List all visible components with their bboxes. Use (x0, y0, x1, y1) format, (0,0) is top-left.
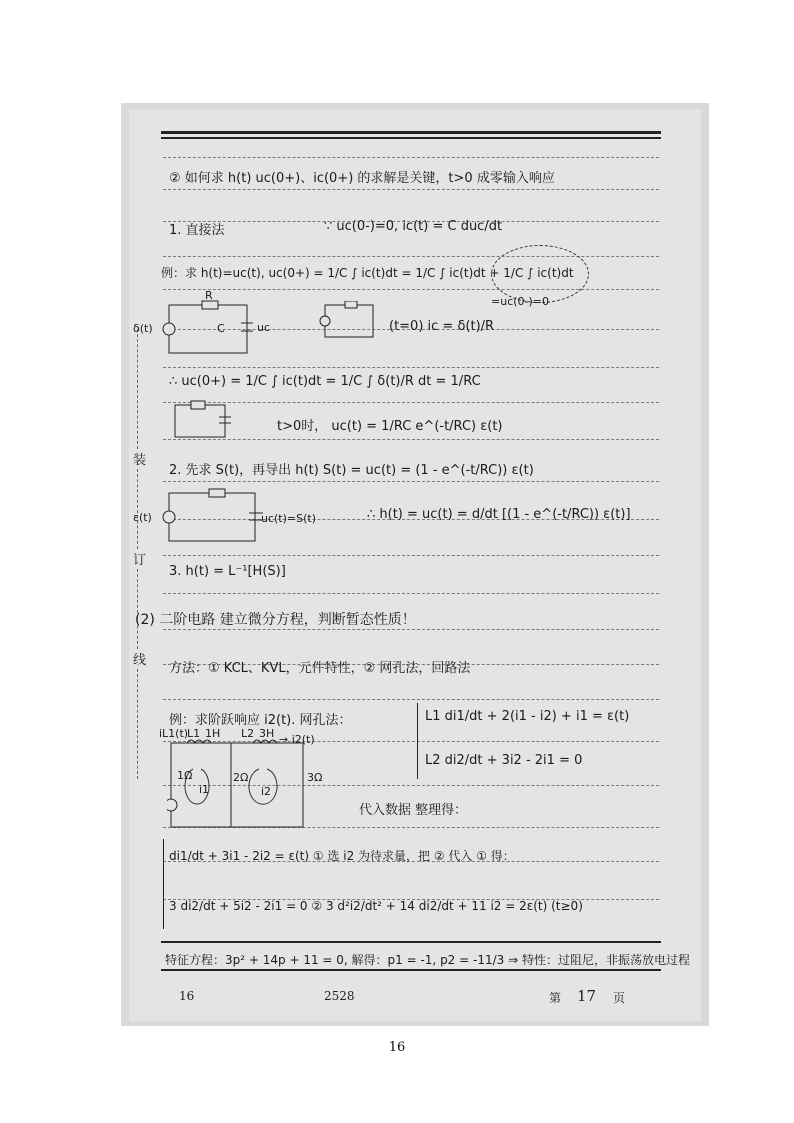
note-line-3: ∵ uc(0-)=0, ic(t) = C duc/dt (324, 219, 503, 234)
rule-line (163, 157, 659, 158)
label-r3: 3Ω (307, 771, 323, 784)
rule-line (163, 189, 659, 190)
bottom-rule-2 (161, 969, 661, 971)
rule-line (163, 289, 659, 290)
brace (417, 703, 418, 779)
note-line-9: ∴ h(t) = uc(t) = d/dt [(1 - e^(-t/RC)) ε(t)] (367, 507, 631, 522)
notebook-paper (129, 109, 701, 1021)
brace (163, 839, 164, 929)
rule-line (163, 629, 659, 630)
footer-page-num: 17 (577, 987, 597, 1005)
label-r: R (205, 289, 213, 302)
rlc-circuit (167, 739, 307, 831)
note-line-16: 3 di2/dt + 5i2 - 2i1 = 0 ② 3 d²i2/dt² + 14 di2/dt + 11 i2 = 2ε(t) (t≥0) (169, 899, 583, 913)
header-rule-2 (161, 137, 661, 139)
rc-circuit-3 (169, 399, 249, 441)
label-is: iL1(t) (159, 727, 189, 740)
label-src2: ε(t) (133, 511, 152, 524)
note-line-7: t>0时， uc(t) = 1/RC e^(-t/RC) ε(t) (277, 419, 503, 434)
note-line-11: (2) 二阶电路 建立微分方程，判断暂态性质！ (135, 612, 416, 628)
note-line-14: 代入数据 整理得： (359, 803, 468, 818)
note-line-5: (t=0) ic = δ(t)/R (389, 319, 495, 334)
label-su: uc(t)=S(t) (261, 512, 317, 525)
note-line-13: 例：求阶跃响应 i2(t). 网孔法： (169, 713, 352, 728)
footer-code: 2528 (324, 989, 355, 1003)
label-c: C (217, 322, 225, 335)
label-r2: 2Ω (233, 771, 249, 784)
binding-char-ding: 订 (133, 553, 147, 568)
label-src: δ(t) (133, 322, 153, 335)
rc-circuit-2 (319, 301, 379, 343)
note-line-15: di1/dt + 3i1 - 2i2 = ε(t) ① 选 i2 为待求量，把 ② 代入 ① 得： (169, 849, 515, 863)
label-i2: i2 (261, 785, 272, 798)
label-l1: L1 (187, 727, 201, 740)
rule-line (163, 481, 659, 482)
binding-char-xian: 线 (133, 653, 147, 668)
rule-line (163, 555, 659, 556)
rc-circuit-1 (147, 299, 257, 361)
rc-circuit-4 (153, 487, 273, 549)
footer-left: 16 (179, 989, 195, 1003)
label-i1: i1 (199, 783, 210, 796)
note-line-12: 方法：① KCL、KVL，元件特性，② 网孔法，回路法 (169, 661, 471, 676)
note-line-6: ∴ uc(0+) = 1/C ∫ ic(t)dt = 1/C ∫ δ(t)/R dt = 1/RC (169, 374, 481, 389)
page-number: 16 (388, 1040, 406, 1055)
label-l2: L2 (241, 727, 255, 740)
scanned-page (121, 103, 709, 1026)
note-line-1: ② 如何求 h(t) uc(0+)、ic(0+) 的求解是关键，t>0 成零输入响应 (169, 171, 555, 186)
label-r1: 1Ω (177, 769, 193, 782)
footer-di: 第 (549, 991, 562, 1005)
note-line-2: 1. 直接法 (169, 223, 225, 238)
note-line-4b: =uc(0-)=0 (491, 295, 550, 308)
note-line-13b: L2 di2/dt + 3i2 - 2i1 = 0 (425, 753, 583, 768)
label-h3: 3H (259, 727, 275, 740)
label-uc: uc (257, 321, 271, 334)
binding-line (137, 469, 138, 549)
note-line-4: 例：求 h(t)=uc(t), uc(0+) = 1/C ∫ ic(t)dt = 1/C ∫ ic(t)dt + 1/C ∫ ic(t)dt (161, 266, 574, 280)
rule-line (163, 367, 659, 368)
rule-line (163, 256, 659, 257)
binding-line (137, 329, 138, 449)
rule-line (163, 593, 659, 594)
header-rule (161, 131, 661, 134)
note-line-8: 2. 先求 S(t)，再导出 h(t) S(t) = uc(t) = (1 - e^(-t/RC)) ε(t) (169, 463, 534, 478)
note-line-10: 3. h(t) = L⁻¹[H(S)] (169, 564, 286, 579)
label-it: → i2(t) (279, 733, 315, 746)
footer-ye: 页 (613, 991, 626, 1005)
rule-line (163, 699, 659, 700)
note-line-17: 特征方程：3p² + 14p + 11 = 0, 解得：p1 = -1, p2 = -11/3 ⇒ 特性：过阻尼，非振荡放电过程 (165, 953, 690, 967)
note-line-13a: L1 di1/dt + 2(i1 - i2) + i1 = ε(t) (425, 709, 630, 724)
binding-char-zhuang: 装 (133, 453, 147, 468)
bottom-rule (161, 941, 661, 943)
binding-line (137, 669, 138, 779)
label-h1: 1H (205, 727, 221, 740)
